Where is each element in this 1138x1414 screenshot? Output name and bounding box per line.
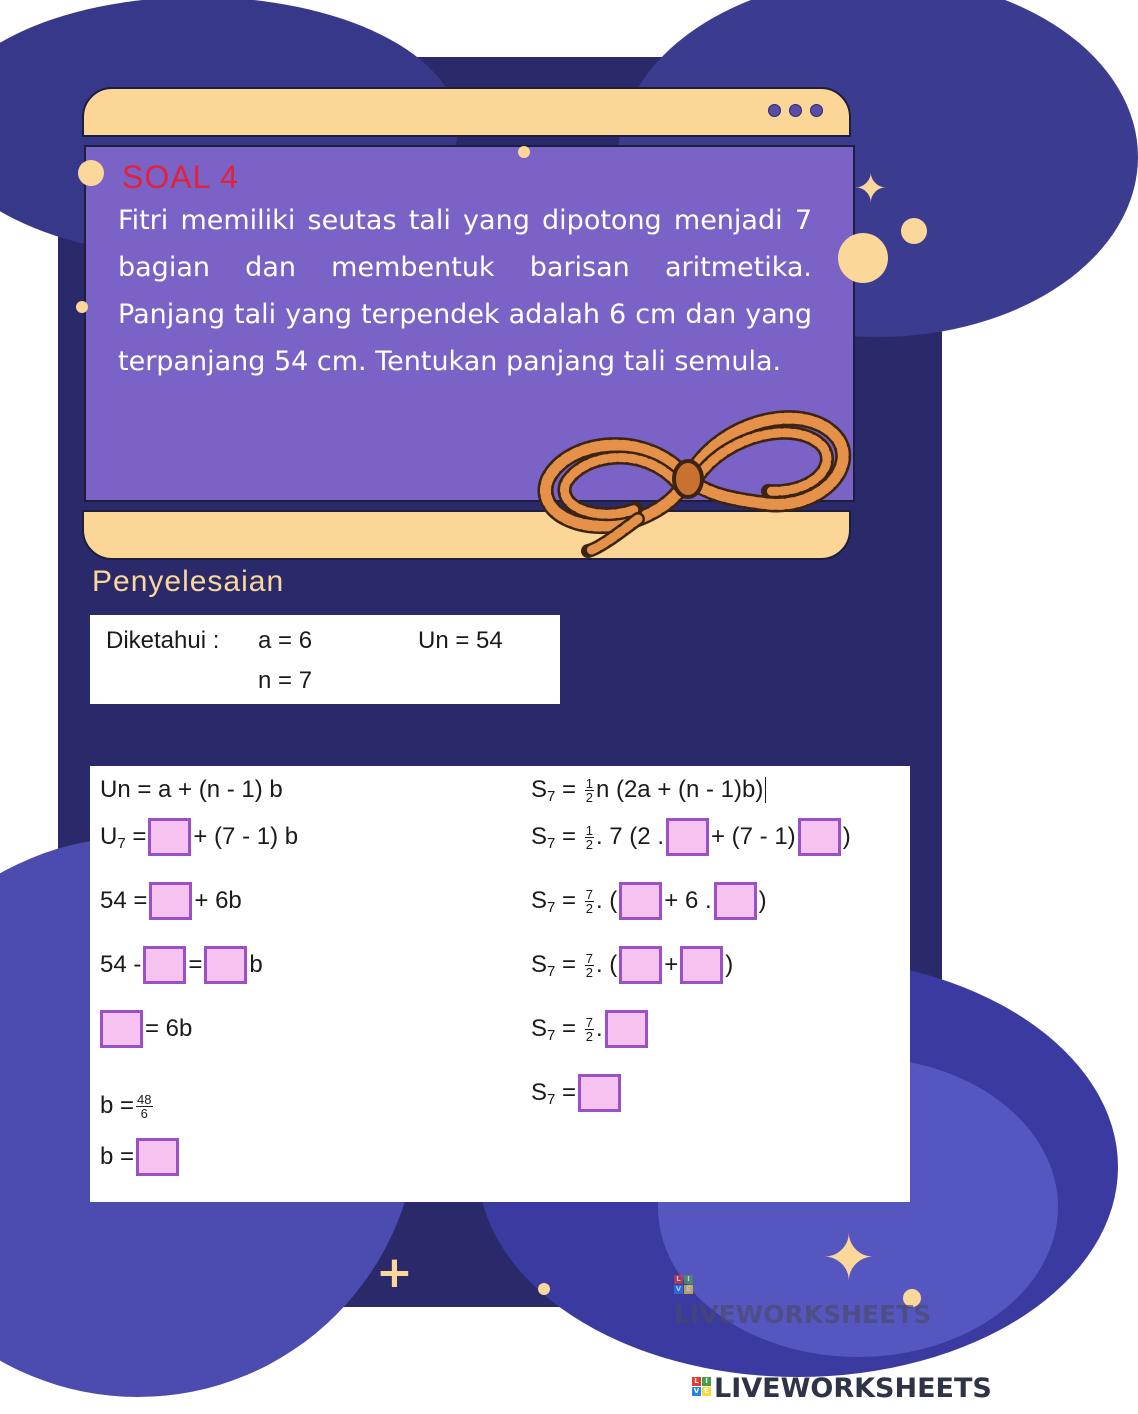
denominator: 2 — [585, 964, 593, 980]
working-area — [90, 766, 910, 1202]
problem-text: Fitri memiliki seutas tali yang dipotong menjadi 7 bagian dan membentuk barisan aritmetika. Panjang tali yang terpendek adalah 6 cm dan yang terpanjang 54 cm. Tentukan panjang tali semula. — [118, 205, 812, 377]
subscript: 7 — [547, 1026, 556, 1044]
step-b-result — [100, 1138, 181, 1176]
subscript: 7 — [547, 834, 556, 852]
step-s7-expand — [531, 882, 767, 920]
formula-sn — [531, 776, 766, 804]
decor-dot — [76, 301, 88, 313]
logo-letter: V — [675, 1284, 682, 1293]
denominator: 2 — [585, 836, 593, 852]
equals-sign: = — [562, 1079, 577, 1106]
equals-sign: = — [562, 776, 577, 803]
subscript: 7 — [547, 787, 556, 805]
logo-letter: E — [684, 1285, 693, 1294]
text-cursor — [765, 777, 766, 803]
fraction — [585, 1016, 594, 1043]
given-label: Diketahui : — [106, 627, 220, 654]
term-label: S — [531, 823, 548, 850]
expression-text: n (2a + (n - 1)b) — [595, 776, 764, 803]
term-label: S — [531, 776, 548, 803]
expression-text: ) — [842, 823, 851, 850]
step-subtract — [100, 946, 263, 984]
solution-heading: Penyelesaian — [92, 565, 285, 598]
problem-title: SOAL 4 — [122, 159, 239, 195]
expression-text: . ( — [595, 951, 618, 978]
decor-dot — [538, 1283, 550, 1295]
window-dot-icon — [789, 104, 802, 117]
numerator: 48 — [137, 1091, 152, 1107]
expression-text: ) — [758, 887, 767, 914]
denominator: 2 — [585, 1028, 593, 1044]
logo-letter: L — [692, 1377, 701, 1386]
equals-sign: = — [188, 951, 203, 978]
given-n: n = 7 — [258, 667, 313, 694]
logo-letter: I — [702, 1377, 711, 1386]
expression-text: b = — [100, 1092, 135, 1119]
worksheet-page — [58, 57, 942, 1329]
watermark-inner — [674, 1271, 942, 1329]
decor-dot — [78, 160, 104, 186]
logo-letter: V — [693, 1387, 700, 1395]
answer-box-b[interactable] — [136, 1138, 179, 1176]
step-54 — [100, 882, 242, 920]
step-b-fraction — [100, 1092, 155, 1120]
liveworksheets-logo-icon — [692, 1377, 711, 1396]
step-6b — [98, 1010, 192, 1048]
expression-text: = 6b — [145, 1015, 193, 1042]
expression-text: . ( — [595, 887, 618, 914]
step-s7-result — [531, 1074, 623, 1112]
equals-sign: = — [562, 1015, 577, 1042]
expression-text: . — [595, 1015, 603, 1042]
liveworksheets-logo-icon — [674, 1275, 693, 1294]
window-title-bar — [82, 87, 851, 137]
answer-box-a3[interactable] — [143, 946, 186, 984]
subscript: 7 — [547, 898, 556, 916]
watermark-footer — [692, 1373, 992, 1404]
rope-icon — [528, 399, 858, 559]
denominator: 2 — [585, 900, 593, 916]
window-dot-icon — [810, 104, 823, 117]
plus-icon: + — [376, 1247, 413, 1298]
answer-box-s-2a[interactable] — [619, 882, 662, 920]
expression-text: . 7 (2 . — [595, 823, 664, 850]
logo-letter: I — [684, 1275, 693, 1284]
expression-text: + 6b — [194, 887, 242, 914]
answer-box-48[interactable] — [100, 1010, 143, 1048]
term-label: S — [531, 1015, 548, 1042]
watermark-text: LIVEWORKSHEETS — [674, 1300, 932, 1329]
fraction — [585, 888, 594, 915]
numerator: 7 — [585, 950, 593, 966]
expression-text: 54 = — [100, 887, 148, 914]
window-dot-icon — [768, 104, 781, 117]
window-controls — [768, 104, 823, 117]
expression-text: + — [664, 951, 679, 978]
answer-box-a[interactable] — [148, 818, 191, 856]
expression-text: ) — [725, 951, 734, 978]
subscript: 7 — [547, 962, 556, 980]
denominator: 6 — [140, 1105, 148, 1121]
answer-box-diff[interactable] — [204, 946, 247, 984]
term-label: U — [100, 823, 118, 850]
sparkle-icon: ✦ — [822, 1222, 876, 1296]
step-u7 — [100, 818, 298, 856]
numerator: 1 — [585, 822, 593, 838]
answer-box-s-12[interactable] — [619, 946, 662, 984]
answer-box-s-48[interactable] — [680, 946, 723, 984]
sparkle-icon: ✦ — [854, 166, 888, 212]
given-un: Un = 54 — [418, 627, 503, 654]
fraction — [585, 952, 594, 979]
equals-sign: = — [562, 823, 577, 850]
decor-dot — [901, 218, 927, 244]
expression-text: b — [249, 951, 263, 978]
term-label: S — [531, 1079, 548, 1106]
answer-box-s-60[interactable] — [605, 1010, 648, 1048]
formula-text: Un = a + (n - 1) b — [100, 776, 283, 803]
decor-dot — [518, 146, 530, 158]
equals-sign: = — [562, 951, 577, 978]
step-s7-sum — [531, 946, 733, 984]
answer-box-s7[interactable] — [578, 1074, 621, 1112]
logo-letter: L — [674, 1275, 683, 1284]
answer-box-a2[interactable] — [149, 882, 192, 920]
watermark-text: LIVEWORKSHEETS — [714, 1373, 992, 1404]
expression-text: + 6 . — [664, 887, 712, 914]
denominator: 2 — [585, 789, 593, 805]
equals-sign: = — [132, 823, 147, 850]
expression-text: b = — [100, 1143, 135, 1170]
given-a: a = 6 — [258, 627, 313, 654]
subscript: 7 — [547, 1090, 556, 1108]
numerator: 7 — [585, 1014, 593, 1030]
formula-un — [100, 776, 283, 804]
answer-box-s-a[interactable] — [666, 818, 709, 856]
fraction — [136, 1093, 152, 1120]
fraction — [585, 824, 594, 851]
term-label: S — [531, 951, 548, 978]
term-label: S — [531, 887, 548, 914]
fraction — [585, 777, 594, 804]
expression-text: + (7 - 1) b — [193, 823, 299, 850]
numerator: 7 — [585, 886, 593, 902]
step-s7-sub — [531, 818, 851, 856]
answer-box-s-b[interactable] — [798, 818, 841, 856]
answer-box-s-b2[interactable] — [714, 882, 757, 920]
numerator: 1 — [585, 775, 593, 791]
equals-sign: = — [562, 887, 577, 914]
logo-letter: E — [702, 1387, 711, 1396]
decor-dot — [838, 233, 888, 283]
expression-text: + (7 - 1) — [710, 823, 796, 850]
expression-text: 54 - — [100, 951, 142, 978]
given-box — [90, 615, 560, 704]
subscript: 7 — [117, 834, 126, 852]
step-s7-product — [531, 1010, 650, 1048]
